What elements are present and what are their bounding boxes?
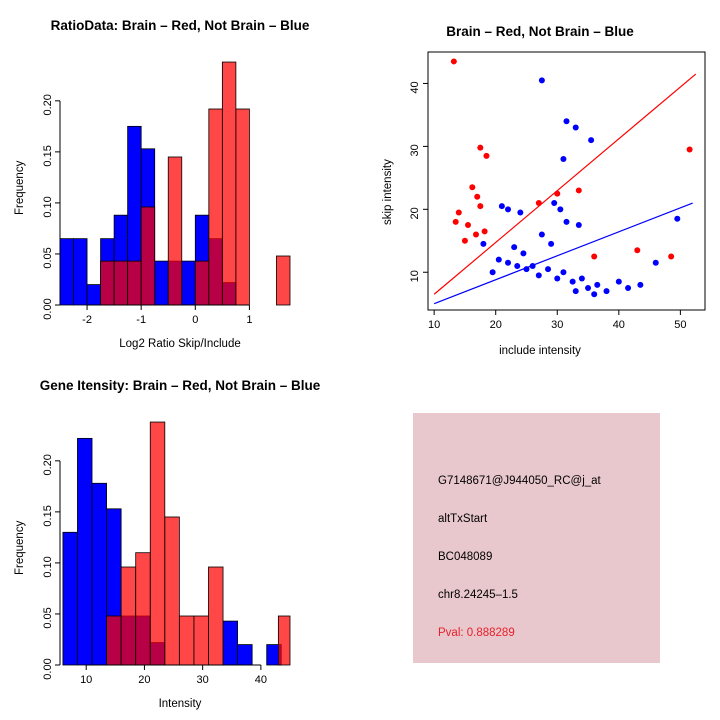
scatter-point <box>453 219 459 225</box>
histogram-bar <box>63 532 78 665</box>
axis-tick-label: 0.10 <box>42 196 54 218</box>
scatter-point <box>560 156 566 162</box>
histogram-bar <box>194 616 209 665</box>
scatter-point <box>560 269 566 275</box>
info-line-pval: Pval: 0.888289 <box>438 627 515 639</box>
scatter-point <box>536 272 542 278</box>
scatter-plot <box>360 0 720 360</box>
scatter-point <box>523 266 529 272</box>
scatter-point <box>517 209 523 215</box>
axis-tick-label: 40 <box>254 674 268 686</box>
axis-tick-label: 1 <box>246 314 253 326</box>
histogram-bar <box>107 616 122 665</box>
scatter-point <box>564 118 570 124</box>
histogram-bar <box>60 239 74 305</box>
ratio-hist-title: RatioData: Brain – Red, Not Brain – Blue <box>50 18 310 33</box>
histogram-bar <box>92 483 107 665</box>
histogram-bar <box>236 109 250 305</box>
histogram-bar <box>168 157 182 305</box>
scatter-point <box>469 184 475 190</box>
axis-tick-label: 20 <box>489 319 502 331</box>
scatter-point <box>496 257 502 263</box>
scatter-point <box>499 203 505 209</box>
scatter-point <box>473 231 479 237</box>
ratio-hist-xlabel: Log2 Ratio Skip/Include <box>119 338 241 350</box>
histogram-bar <box>77 438 92 665</box>
scatter-point <box>637 282 643 288</box>
panel-gene-histogram <box>0 360 360 720</box>
ratio-hist-ylabel: Frequency <box>14 160 26 215</box>
scatter-point <box>557 206 563 212</box>
gene-hist-ylabel: Frequency <box>14 520 26 575</box>
axis-tick-label: 0.20 <box>42 454 54 476</box>
scatter-point <box>545 266 551 272</box>
scatter-point <box>594 282 600 288</box>
scatter-point <box>604 288 610 294</box>
scatter-point <box>477 203 483 209</box>
histogram-bar <box>238 645 253 665</box>
scatter-point <box>591 291 597 297</box>
scatter-point <box>653 260 659 266</box>
axis-tick-label: 20 <box>409 207 421 220</box>
histogram-bar <box>276 256 290 305</box>
scatter-point <box>588 137 594 143</box>
axis-tick-label: 40 <box>612 319 625 331</box>
scatter-title: Brain – Red, Not Brain – Blue <box>446 24 634 39</box>
gene-hist-xlabel: Intensity <box>158 698 202 710</box>
histogram-bar <box>74 239 88 305</box>
scatter-point <box>490 269 496 275</box>
axis-tick-label: -1 <box>136 314 147 326</box>
scatter-point <box>548 241 554 247</box>
histogram-bar <box>114 261 128 305</box>
axis-tick-label: 0.05 <box>42 607 54 629</box>
axis-tick-label: 0.15 <box>42 505 54 527</box>
scatter-point <box>514 263 520 269</box>
scatter-point <box>674 216 680 222</box>
scatter-point <box>634 247 640 253</box>
info-line-accession: BC048089 <box>438 551 493 563</box>
info-line-probe: G7148671@J944050_RC@j_at <box>438 475 601 487</box>
histogram-bar <box>278 616 290 665</box>
axis-tick-label: 10 <box>80 674 93 686</box>
axis-tick-label: 30 <box>196 674 209 686</box>
scatter-point <box>505 260 511 266</box>
scatter-point <box>579 276 585 282</box>
scatter-point <box>482 228 488 234</box>
histogram-bar <box>87 285 101 305</box>
axis-tick-label: 0.10 <box>42 556 54 578</box>
axis-tick-label: 10 <box>409 270 421 283</box>
histogram-bar <box>141 207 155 305</box>
histogram-bar <box>222 62 236 305</box>
scatter-point <box>576 222 582 228</box>
info-line-locus: chr8.24245–1.5 <box>438 589 518 601</box>
scatter-point <box>539 77 545 83</box>
histogram-bar <box>209 109 223 305</box>
axis-tick-label: 40 <box>409 81 421 94</box>
panel-ratio-histogram <box>0 0 360 360</box>
axis-tick-label: 0.20 <box>42 94 54 116</box>
axis-tick-label: 20 <box>138 674 151 686</box>
plot-frame <box>428 52 705 310</box>
histogram-bar <box>165 517 180 665</box>
ratio-hist-plot <box>0 0 360 360</box>
histogram-bar <box>155 261 169 305</box>
scatter-point <box>451 58 457 64</box>
scatter-point <box>536 200 542 206</box>
scatter-point <box>687 147 693 153</box>
scatter-point <box>456 209 462 215</box>
scatter-point <box>551 200 557 206</box>
axis-tick-label: 30 <box>551 319 564 331</box>
panel-scatter <box>360 0 720 360</box>
scatter-point <box>520 250 526 256</box>
scatter-xlabel: include intensity <box>499 345 581 357</box>
scatter-point <box>483 153 489 159</box>
axis-tick-label: 0.00 <box>42 298 54 320</box>
scatter-point <box>477 145 483 151</box>
axis-tick-label: 30 <box>409 144 421 157</box>
gene-hist-title: Gene Itensity: Brain – Red, Not Brain – Blue <box>39 378 321 393</box>
histogram-bar <box>182 261 196 305</box>
scatter-point <box>573 125 579 131</box>
scatter-point <box>625 285 631 291</box>
axis-tick-label: 50 <box>674 319 687 331</box>
histogram-bar <box>208 567 223 665</box>
histogram-bar <box>101 261 115 305</box>
histogram-bar <box>195 261 209 305</box>
scatter-point <box>591 254 597 260</box>
histogram-bar <box>121 567 136 665</box>
histogram-bar <box>150 422 165 665</box>
axis-tick-label: 10 <box>428 319 441 331</box>
info-line-event-type: altTxStart <box>438 513 488 525</box>
histogram-bar <box>223 621 238 665</box>
scatter-point <box>511 244 517 250</box>
scatter-point <box>616 279 622 285</box>
scatter-point <box>585 285 591 291</box>
scatter-point <box>570 279 576 285</box>
trend-line <box>434 203 693 304</box>
scatter-point <box>564 219 570 225</box>
scatter-point <box>668 254 674 260</box>
scatter-point <box>539 231 545 237</box>
histogram-bar <box>128 261 142 305</box>
info-panel <box>413 413 660 663</box>
scatter-point <box>462 238 468 244</box>
histogram-bar <box>179 616 194 665</box>
axis-tick-label: -2 <box>82 314 92 326</box>
axis-tick-label: 0 <box>192 314 199 326</box>
scatter-point <box>573 288 579 294</box>
axis-tick-label: 0.05 <box>42 247 54 269</box>
scatter-point <box>474 194 480 200</box>
scatter-point <box>554 276 560 282</box>
scatter-point <box>554 191 560 197</box>
scatter-point <box>576 187 582 193</box>
scatter-ylabel: skip intensity <box>382 159 394 225</box>
scatter-point <box>465 222 471 228</box>
axis-tick-label: 0.15 <box>42 145 54 167</box>
scatter-point <box>530 263 536 269</box>
gene-hist-plot <box>0 360 360 720</box>
histogram-bar <box>136 553 151 665</box>
scatter-point <box>505 206 511 212</box>
scatter-point <box>480 241 486 247</box>
axis-tick-label: 0.00 <box>42 658 54 680</box>
